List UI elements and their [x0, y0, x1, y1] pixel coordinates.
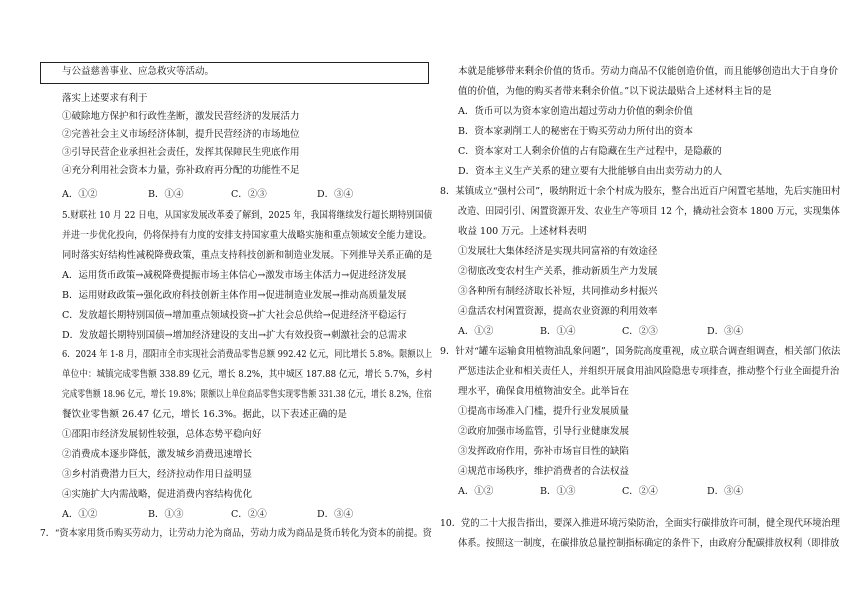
q6-option-2: ②消费成本逐步降低，激发城乡消费迅速增长	[62, 449, 253, 460]
q9-option-2: ②政府加强市场监管，引导行业健康发展	[458, 426, 630, 437]
q8-option-2: ②彻底改变农村生产关系，推动新质生产力发展	[458, 266, 658, 277]
q4-option-3: ③引导民营企业承担社会责任，发挥其保障民生兜底作用	[62, 147, 300, 158]
q9-stem-1: 9．针对“罐车运输食用植物油乱象问题”，国务院高度重视，成立联合调查组调查，相关部门依法	[440, 346, 841, 357]
q9-option-1: ①提高市场准入门槛，提升行业发展质量	[458, 406, 630, 417]
q6-choice-d: D．③④	[317, 509, 354, 520]
q8-choice-c: C．②③	[622, 326, 658, 337]
q8-option-4: ④盘活农村闲置资源，提高农业资源的利用效率	[458, 306, 658, 317]
q6-choice-a: A．①②	[62, 509, 98, 520]
q6-option-4: ④实施扩大内需战略，促进消费内容结构优化	[62, 489, 253, 500]
q7-stem-2: 值的价值，为他的购买者带来剩余价值。”以下说法最贴合上述材料主旨的是	[458, 86, 772, 97]
q7-stem-1: 本就是能够带来剩余价值的货币。劳动力商品不仅能创造价值，而且能够创造出大于自身价	[458, 66, 839, 77]
q6-stem-2: 单位中：城镇完成零售额 338.89 亿元，增长 8.2%，其中城区 187.88 亿元，增长 5.7%，乡村	[62, 369, 433, 380]
q9-choice-c: C．②④	[622, 486, 658, 497]
q10-stem-2: 体系。按照这一制度，在碳排放总量控制指标确定的条件下，由政府分配碳排放权利（即排放	[458, 538, 840, 549]
boxed-passage-text: 与公益慈善事业、应急救灾等活动。	[62, 66, 215, 77]
q5-option-b: B．运用财政政策→强化政府科技创新主体作用→促进制造业发展→推动高质量发展	[62, 290, 407, 301]
q4-choice-b: B．①④	[148, 189, 184, 200]
q9-choice-b: B．①③	[540, 486, 576, 497]
q7-stem-start: 7．“资本家用货币购买劳动力，让劳动力沦为商品，劳动力成为商品是货币转化为资本的前提。资	[40, 528, 432, 539]
q6-stem-3: 完成零售额 18.96 亿元，增长 19.8%；限额以上单位商品零售实现零售额 331.38 亿元，增长 8.2%，住宿	[62, 389, 432, 400]
q8-stem-3: 收益 100 万元。上述材料表明	[458, 226, 587, 237]
q8-option-1: ①发展壮大集体经济是实现共同富裕的有效途径	[458, 246, 658, 257]
q4-option-4: ④充分利用社会资本力量，弥补政府再分配的功能性不足	[62, 165, 300, 176]
q8-option-3: ③各种所有制经济取长补短，共同推动乡村振兴	[458, 286, 658, 297]
q9-stem-3: 理水平，确保食用植物油安全。此举旨在	[458, 386, 630, 397]
q6-option-3: ③乡村消费潜力巨大，经济拉动作用日益明显	[62, 469, 253, 480]
q10-stem-1: 10．党的二十大报告指出，要深入推进环境污染防治，全面实行碳排放许可制，健全现代环境治理	[440, 518, 840, 529]
q5-stem-3: 同时落实好结构性减税降费政策，重点支持科技创新和制造业发展。下列推导关系正确的是	[62, 250, 433, 261]
q8-stem-1: 8．某镇成立“强村公司”，吸纳附近十余个村成为股东，整合出近百户闲置宅基地，先后实施田村	[440, 186, 841, 197]
q7-option-c: C．资本家对工人剩余价值的占有隐藏在生产过程中，是隐蔽的	[458, 146, 722, 157]
q9-choice-a: A．①②	[458, 486, 494, 497]
q9-stem-2: 严惩违法企业和相关责任人，并组织开展食用油风险隐患专项排查，推动整个行业全面提升治	[458, 366, 840, 377]
q4-option-1: ①破除地方保护和行政性垄断，激发民营经济的发展活力	[62, 111, 300, 122]
q4-choice-d: D．③④	[317, 189, 354, 200]
q6-stem-4: 餐饮业零售额 26.47 亿元，增长 16.3%。据此，以下表述正确的是	[62, 409, 347, 420]
q7-option-a: A．货币可以为资本家创造出超过劳动力价值的剩余价值	[458, 106, 693, 117]
q9-option-4: ④规范市场秩序，维护消费者的合法权益	[458, 466, 630, 477]
q8-stem-2: 改造、田园引引、闲置资源开发、农业生产等项目 12 个，撬动社会资本 1800 万元，实现集体	[458, 206, 840, 217]
q6-choice-c: C．②④	[231, 509, 267, 520]
q8-choice-a: A．①②	[458, 326, 494, 337]
q4-choice-c: C．②③	[231, 189, 267, 200]
q4-lead: 落实上述要求有利于	[62, 93, 148, 104]
q4-option-2: ②完善社会主义市场经济体制，提升民营经济的市场地位	[62, 129, 300, 140]
q7-option-b: B．资本家剥削工人的秘密在于购买劳动力所付出的资本	[458, 126, 693, 137]
q5-stem-1: 5.财联社 10 月 22 日电，从国家发展改革委了解到，2025 年，我国将继续发行超长期特别国债	[62, 210, 433, 221]
q5-option-c: C．发放超长期特别国债→增加重点领域投资→扩大社会总供给→促进经济平稳运行	[62, 310, 407, 321]
q5-option-a: A．运用货币政策→减税降费提振市场主体信心→激发市场主体活力→促进经济发展	[62, 270, 407, 281]
q8-choice-d: D．③④	[707, 326, 744, 337]
q6-option-1: ①邵阳市经济发展韧性较强，总体态势平稳向好	[62, 429, 262, 440]
q6-choice-b: B．①③	[148, 509, 184, 520]
q9-choice-d: D．③④	[707, 486, 744, 497]
q5-stem-2: 并进一步优化投向，仍将保持有力度的安排支持国家重大战略实施和重点领域安全能力建设。	[62, 230, 432, 241]
q5-option-d: D．发放超长期特别国债→增加经济建设的支出→扩大有效投资→刺激社会的总需求	[62, 330, 407, 341]
q4-choice-a: A．①②	[62, 189, 98, 200]
q7-option-d: D．资本主义生产关系的建立要有大批能够自由出卖劳动力的人	[458, 166, 723, 177]
q6-stem-1: 6．2024 年 1-8 月，邵阳市全市实现社会消费品零售总额 992.42 亿元，同比增长 5.8%。限额以上	[62, 349, 433, 360]
q9-option-3: ③发挥政府作用，弥补市场盲目性的缺陷	[458, 446, 630, 457]
q8-choice-b: B．①④	[540, 326, 576, 337]
